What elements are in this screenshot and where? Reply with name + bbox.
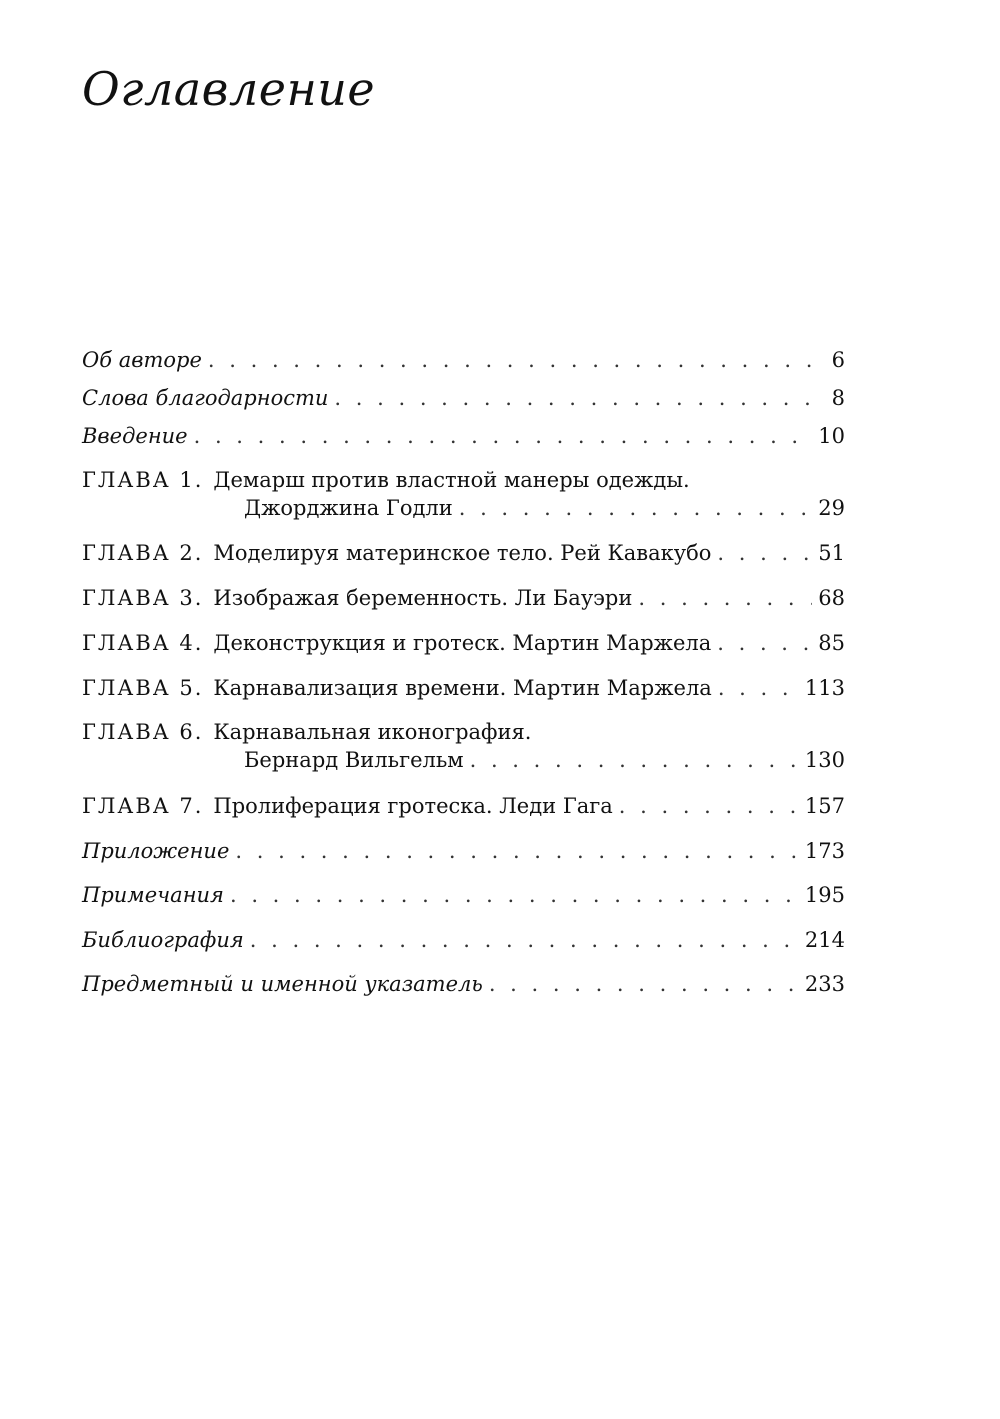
toc-page-number: 10 bbox=[818, 424, 845, 448]
toc-entry-title: Слова благодарности bbox=[82, 386, 329, 410]
chapter-label: ГЛАВА 6. bbox=[82, 720, 204, 744]
toc-entry-chapter-6[interactable] bbox=[82, 718, 845, 774]
toc-entry-title: Карнавализация времени. Мартин Маржела bbox=[213, 676, 712, 700]
toc-entry-subtitle: Джорджина Годли bbox=[244, 496, 453, 520]
toc-page-number: 130 bbox=[804, 748, 845, 772]
toc-entry-bibliography[interactable] bbox=[82, 926, 845, 954]
chapter-label: ГЛАВА 2. bbox=[82, 541, 204, 565]
dot-leader bbox=[638, 584, 812, 612]
dot-leader bbox=[235, 837, 799, 865]
toc-entry-index[interactable] bbox=[82, 970, 845, 998]
dot-leader bbox=[250, 926, 799, 954]
dot-leader bbox=[470, 746, 799, 774]
toc-entry-about-author[interactable] bbox=[82, 346, 845, 374]
toc-entry-title: Примечания bbox=[82, 883, 224, 907]
chapter-label: ГЛАВА 7. bbox=[82, 794, 204, 818]
toc-page-number: 29 bbox=[818, 496, 845, 520]
toc-page-number: 233 bbox=[804, 972, 845, 996]
chapter-label: ГЛАВА 4. bbox=[82, 631, 204, 655]
dot-leader bbox=[208, 346, 826, 374]
toc-entry-title: Об авторе bbox=[82, 348, 202, 372]
toc-page-number: 68 bbox=[818, 586, 845, 610]
chapter-label: ГЛАВА 5. bbox=[82, 676, 204, 700]
dot-leader bbox=[334, 384, 825, 412]
toc-entry-chapter-5[interactable] bbox=[82, 674, 845, 702]
dot-leader bbox=[718, 674, 799, 702]
toc-entry-subtitle: Бернард Вильгельм bbox=[244, 748, 464, 772]
dot-leader bbox=[717, 629, 812, 657]
dot-leader bbox=[619, 792, 799, 820]
toc-entry-chapter-4[interactable] bbox=[82, 629, 845, 657]
toc-page-number: 85 bbox=[818, 631, 845, 655]
toc-entry-title: Демарш против властной манеры одежды. bbox=[213, 468, 690, 492]
dot-leader bbox=[459, 494, 813, 522]
toc-entry-chapter-1[interactable] bbox=[82, 466, 845, 522]
toc-page-number: 8 bbox=[831, 386, 845, 410]
toc-page-number: 173 bbox=[804, 839, 845, 863]
toc-entry-chapter-2[interactable] bbox=[82, 539, 845, 567]
toc-entry-appendix[interactable] bbox=[82, 837, 845, 865]
toc-entry-title: Моделируя материнское тело. Рей Кавакубо bbox=[213, 541, 712, 565]
toc-page-number: 113 bbox=[804, 676, 845, 700]
toc-entry-introduction[interactable] bbox=[82, 422, 845, 450]
toc-entry-title: Пролиферация гротеска. Леди Гага bbox=[213, 794, 613, 818]
dot-leader bbox=[194, 422, 813, 450]
toc-entry-title: Библиография bbox=[82, 928, 244, 952]
chapter-label: ГЛАВА 3. bbox=[82, 586, 204, 610]
toc-entry-title: Приложение bbox=[82, 839, 230, 863]
toc-entry-chapter-7[interactable] bbox=[82, 792, 845, 820]
toc-page-number: 6 bbox=[831, 348, 845, 372]
chapter-label: ГЛАВА 1. bbox=[82, 468, 204, 492]
toc-entry-title: Изображая беременность. Ли Бауэри bbox=[213, 586, 633, 610]
toc-page-number: 51 bbox=[818, 541, 845, 565]
dot-leader bbox=[230, 881, 799, 909]
toc-entry-title: Введение bbox=[82, 424, 188, 448]
toc-entry-title: Деконструкция и гротеск. Мартин Маржела bbox=[213, 631, 712, 655]
toc-page-number: 214 bbox=[804, 928, 845, 952]
dot-leader bbox=[489, 970, 799, 998]
toc-entry-chapter-3[interactable] bbox=[82, 584, 845, 612]
toc-entry-acknowledgements[interactable] bbox=[82, 384, 845, 412]
page-title: Оглавление bbox=[82, 62, 376, 116]
toc-page-number: 157 bbox=[804, 794, 845, 818]
toc-page-number: 195 bbox=[804, 883, 845, 907]
toc-entry-title: Предметный и именной указатель bbox=[82, 972, 483, 996]
toc-entry-title: Карнавальная иконография. bbox=[213, 720, 532, 744]
dot-leader bbox=[717, 539, 812, 567]
toc-entry-notes[interactable] bbox=[82, 881, 845, 909]
